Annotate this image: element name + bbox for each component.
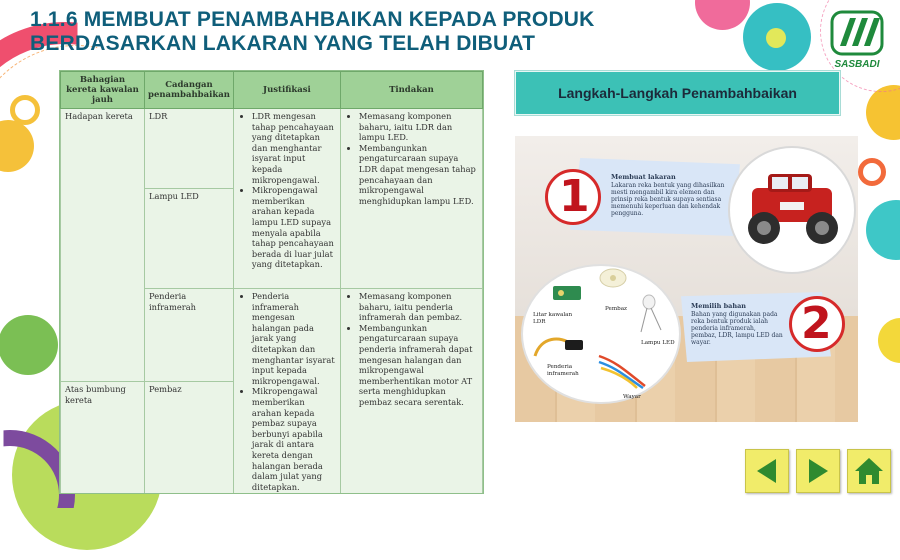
steps-heading: Langkah-Langkah Penambahbaikan (558, 85, 797, 101)
step1-description: Lakaran reka bentuk yang dihasilkan mesti mengambil kira elemen dan prinsip reka bentuk supaya sentiasa memenuhi keperluan dan kehendak pengguna. (611, 182, 725, 217)
back-arrow-icon (746, 450, 788, 492)
ir-sensor-icon (531, 332, 585, 362)
page-title-line2: BERDASARKAN LAKARAN YANG TELAH DIBUAT (30, 32, 536, 55)
cell-justification-block1 (233, 109, 340, 289)
action-item: • Membangunkan pengaturcaraan supaya penderia inframerah dapat mengesan halangan dan mikropengawal memberhentikan motor AT serta menghidupkan pembaz secara serentak. (359, 323, 478, 408)
step2-text-block (691, 303, 783, 346)
label-pembaz: Pembaz (605, 306, 627, 312)
robot-car-circle (728, 146, 856, 274)
home-button[interactable] (847, 449, 891, 493)
logo-text: SASBADI (834, 59, 880, 70)
wires-icon (597, 352, 647, 390)
table-header-row (61, 72, 483, 109)
cell-suggestion-ldr: LDR (145, 109, 234, 189)
cell-action-block1 (340, 109, 482, 289)
label-ldr: Litar kawalan LDR (533, 312, 573, 325)
header-action: Tindakan (340, 72, 482, 109)
decor-teal-circle-right (866, 200, 900, 260)
next-arrow-icon (797, 450, 839, 492)
cell-suggestion-buzzer: Pembaz (145, 382, 234, 494)
step1-number: 1 (559, 171, 590, 222)
decor-yellow-circle-right (866, 85, 900, 140)
justification-item: • Penderia inframerah mengesan halangan pada jarak yang ditetapkan dan menghantar isyarat input kepada mikropengawal. (252, 291, 336, 386)
decor-yellow-ring-left (10, 95, 40, 125)
label-wayar: Wayar (623, 394, 641, 400)
cell-justification-block2 (233, 289, 340, 495)
cell-action-block2 (340, 289, 482, 495)
led-icon (637, 294, 667, 334)
table-row (61, 109, 483, 189)
header-justification: Justifikasi (233, 72, 340, 109)
label-ir: Penderia inframerah (547, 364, 579, 377)
steps-heading-box (515, 71, 840, 115)
action-item: • Memasang komponen baharu, iaitu penderia inframerah dan pembaz. (359, 291, 478, 323)
sasbadi-logo (826, 10, 888, 70)
ldr-circuit-icon (553, 286, 581, 300)
next-button[interactable] (796, 449, 840, 493)
action-item: • Membangunkan pengaturcaraan supaya LDR dapat mengesan tahap pencahayaan dan mikropengawal menghidupkan lampu LED. (359, 143, 478, 207)
robot-car-icon (730, 148, 854, 272)
buzzer-icon (599, 268, 627, 288)
step2-description: Bahan yang digunakan pada reka bentuk produk ialah penderia inframerah, pembaz, LDR, lampu LED dan wayar. (691, 311, 783, 346)
sasbadi-logo-icon (826, 10, 888, 56)
justification-item: • LDR mengesan tahap pencahayaan yang ditetapkan dan menghantar isyarat input kepada mikropengawal. (252, 111, 336, 185)
home-icon (848, 450, 890, 492)
justification-item: • Mikropengawal memberikan arahan kepada pembaz supaya berbunyi apabila jarak di antara kereta dengan halangan berada dalam julat yang ditetapkan. (252, 386, 336, 492)
cell-suggestion-led: Lampu LED (145, 189, 234, 289)
cell-part-roof: Atas bumbung kereta (61, 382, 145, 494)
label-led: Lampu LED (641, 340, 675, 346)
cell-part-front: Hadapan kereta (61, 109, 145, 382)
decor-pink-circle-top (695, 0, 750, 30)
decor-yellow-dot-top (766, 28, 786, 48)
decor-yellow-circle-right-bottom (878, 318, 900, 363)
cell-suggestion-ir: Penderia inframerah (145, 289, 234, 382)
justification-item: • Mikropengawal memberikan arahan kepada lampu LED supaya menyala apabila tahap pencahayaan berada di luar julat yang ditetapkan. (252, 185, 336, 270)
step1-text-block (611, 174, 729, 217)
action-item: • Memasang komponen baharu, iaitu LDR dan lampu LED. (359, 111, 478, 143)
step2-title: Memilih bahan (691, 302, 747, 310)
page-title (30, 8, 650, 56)
improvement-table (59, 70, 484, 494)
decor-green-circle-left (0, 315, 58, 375)
steps-illustration (515, 136, 858, 422)
step2-number: 2 (801, 298, 832, 349)
step1-title: Membuat lakaran (611, 173, 676, 181)
header-suggestion: Cadangan penambahbaikan (145, 72, 234, 109)
header-part: Bahagian kereta kawalan jauh (61, 72, 145, 109)
page-title-line1: 1.1.6 MEMBUAT PENAMBAHBAIKAN KEPADA PRODUK (30, 8, 595, 31)
decor-orange-ring-right (858, 158, 886, 186)
back-button[interactable] (745, 449, 789, 493)
